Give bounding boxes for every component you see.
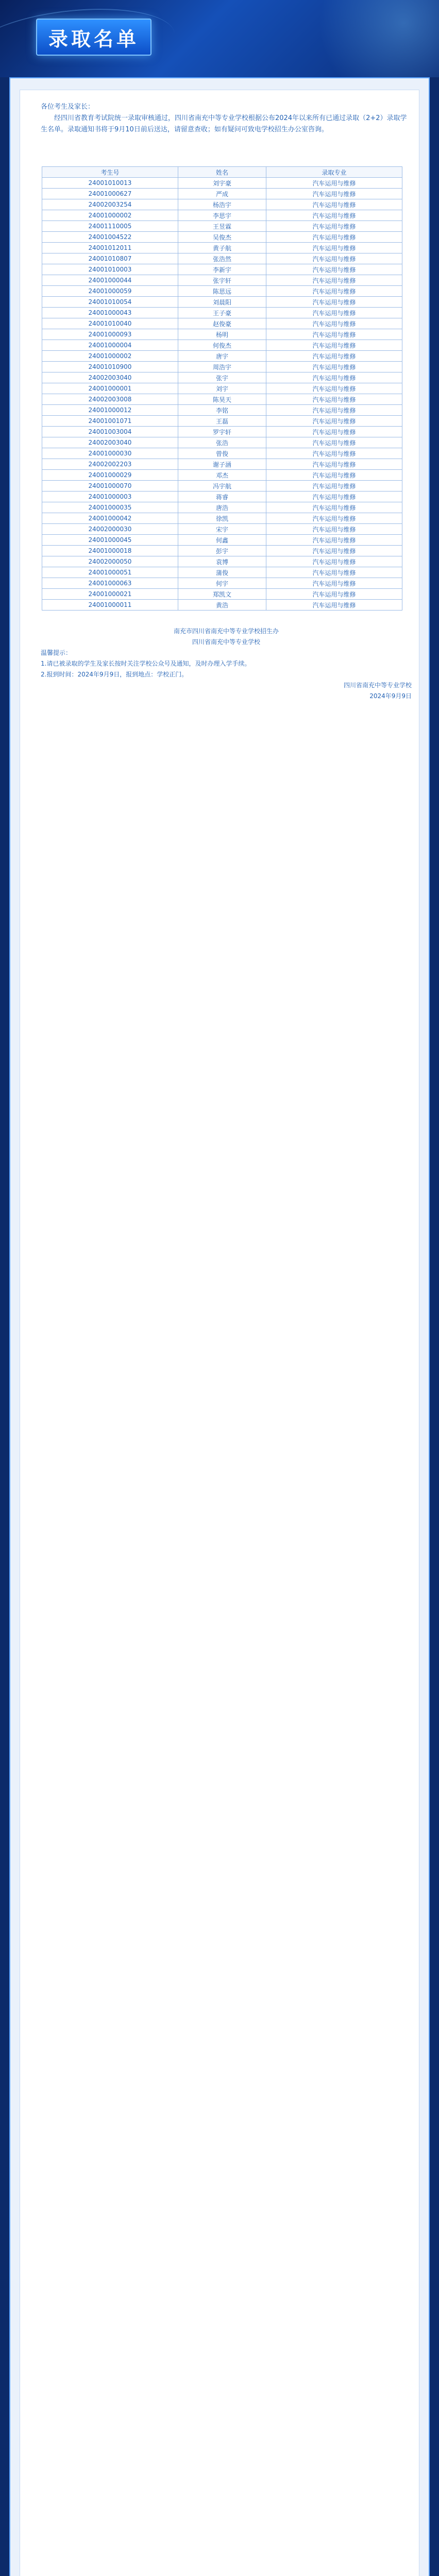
- cell-candidate-no: 24001000070: [42, 481, 178, 492]
- cell-candidate-no: 24001000002: [42, 210, 178, 221]
- cell-major: 汽车运用与维修: [266, 199, 402, 210]
- table-row: [42, 448, 402, 459]
- table-row: [42, 405, 402, 416]
- cell-major: 汽车运用与维修: [266, 362, 402, 372]
- school-name-center: 南充市四川省南充中等专业学校招生办: [173, 628, 279, 635]
- table-row: [42, 556, 402, 567]
- cell-major: 汽车运用与维修: [266, 383, 402, 394]
- cell-candidate-no: 24001010054: [42, 297, 178, 308]
- cell-name: 曾俊: [178, 448, 266, 459]
- table-row: [42, 535, 402, 546]
- notes: [41, 626, 412, 702]
- cell-candidate-no: 24001010807: [42, 253, 178, 264]
- table-row: [42, 340, 402, 351]
- cell-name: 王昱霖: [178, 221, 266, 232]
- cell-candidate-no: 24001000059: [42, 286, 178, 297]
- cell-major: 汽车运用与维修: [266, 221, 402, 232]
- cell-name: 王磊: [178, 416, 266, 427]
- cell-name: 陈昊天: [178, 394, 266, 405]
- cell-major: 汽车运用与维修: [266, 470, 402, 481]
- cell-name: 李新宇: [178, 264, 266, 275]
- cell-name: 蒲俊: [178, 567, 266, 578]
- cell-major: 汽车运用与维修: [266, 578, 402, 589]
- table-row: [42, 243, 402, 253]
- cell-major: 汽车运用与维修: [266, 524, 402, 535]
- table-row: [42, 502, 402, 513]
- cell-candidate-no: 24001010013: [42, 178, 178, 189]
- content-frame: [9, 77, 430, 2576]
- cell-name: 杨明: [178, 329, 266, 340]
- table-row: [42, 437, 402, 448]
- cell-major: 汽车运用与维修: [266, 178, 402, 189]
- cell-candidate-no: 24002003254: [42, 199, 178, 210]
- cell-candidate-no: 24001000004: [42, 340, 178, 351]
- table-row: [42, 372, 402, 383]
- table-row: [42, 199, 402, 210]
- cell-major: 汽车运用与维修: [266, 394, 402, 405]
- footer-date: 2024年9月9日: [369, 692, 412, 700]
- cell-name: 罗宇轩: [178, 427, 266, 437]
- table-row: [42, 416, 402, 427]
- cell-major: 汽车运用与维修: [266, 556, 402, 567]
- cell-candidate-no: 24002002203: [42, 459, 178, 470]
- cell-name: 张浩: [178, 437, 266, 448]
- title-banner: [36, 19, 151, 56]
- cell-candidate-no: 24001000029: [42, 470, 178, 481]
- cell-major: 汽车运用与维修: [266, 459, 402, 470]
- cell-major: 汽车运用与维修: [266, 492, 402, 502]
- cell-candidate-no: 24001010040: [42, 318, 178, 329]
- notes-title: 温馨提示：: [41, 649, 72, 656]
- cell-major: 汽车运用与维修: [266, 481, 402, 492]
- table-row: [42, 546, 402, 556]
- cell-candidate-no: 24001012011: [42, 243, 178, 253]
- cell-candidate-no: 24001000001: [42, 383, 178, 394]
- intro-body: 经四川省教育考试院统一录取审核通过，四川省南充中等专业学校根据公布2024年以来所有已通过录取（2+2）录取学生名单。录取通知书将于9月10日前后送达，请留意查收；如有疑问可致电学校招生办公室咨询。: [41, 114, 407, 133]
- cell-candidate-no: 24002003008: [42, 394, 178, 405]
- cell-name: 彭宇: [178, 546, 266, 556]
- cell-name: 张宇轩: [178, 275, 266, 286]
- header-major: 录取专业: [266, 167, 402, 178]
- cell-name: 赵俊豪: [178, 318, 266, 329]
- cell-major: 汽车运用与维修: [266, 502, 402, 513]
- table-row: [42, 394, 402, 405]
- table-row: [42, 221, 402, 232]
- table-row: [42, 210, 402, 221]
- cell-candidate-no: 24001000042: [42, 513, 178, 524]
- table-row: [42, 513, 402, 524]
- cell-name: 张宇: [178, 372, 266, 383]
- table-row: [42, 297, 402, 308]
- cell-name: 李铭: [178, 405, 266, 416]
- cell-major: 汽车运用与维修: [266, 210, 402, 221]
- cell-name: 邓杰: [178, 470, 266, 481]
- cell-major: 汽车运用与维修: [266, 546, 402, 556]
- page-header: [0, 0, 439, 77]
- cell-candidate-no: 24001000044: [42, 275, 178, 286]
- cell-candidate-no: 24001000018: [42, 546, 178, 556]
- notes-line-2: 2.报到时间：2024年9月9日，报到地点：学校正门。: [41, 671, 188, 678]
- cell-name: 唐宇: [178, 351, 266, 362]
- cell-name: 黄浩: [178, 600, 266, 611]
- cell-name: 蒋睿: [178, 492, 266, 502]
- cell-major: 汽车运用与维修: [266, 513, 402, 524]
- intro-greeting: 各位考生及家长：: [41, 103, 95, 111]
- cell-major: 汽车运用与维修: [266, 567, 402, 578]
- cell-major: 汽车运用与维修: [266, 448, 402, 459]
- intro: [41, 101, 412, 135]
- cell-name: 刘宇豪: [178, 178, 266, 189]
- table-row: [42, 351, 402, 362]
- cell-name: 李思宇: [178, 210, 266, 221]
- cell-major: 汽车运用与维修: [266, 351, 402, 362]
- page-title: 录取名单: [48, 27, 139, 50]
- cell-name: 严成: [178, 189, 266, 199]
- cell-major: 汽车运用与维修: [266, 308, 402, 318]
- cell-name: 袁博: [178, 556, 266, 567]
- cell-major: 汽车运用与维修: [266, 589, 402, 600]
- cell-major: 汽车运用与维修: [266, 600, 402, 611]
- cell-name: 冯宇航: [178, 481, 266, 492]
- cell-name: 唐浩: [178, 502, 266, 513]
- cell-name: 黄子航: [178, 243, 266, 253]
- admission-table: [42, 166, 402, 611]
- cell-candidate-no: 24001000003: [42, 492, 178, 502]
- cell-major: 汽车运用与维修: [266, 405, 402, 416]
- cell-candidate-no: 24002003040: [42, 372, 178, 383]
- cell-name: 何俊杰: [178, 340, 266, 351]
- table-row: [42, 264, 402, 275]
- table-row: [42, 481, 402, 492]
- cell-candidate-no: 24001000093: [42, 329, 178, 340]
- cell-major: 汽车运用与维修: [266, 189, 402, 199]
- cell-major: 汽车运用与维修: [266, 243, 402, 253]
- notes-line-1: 1.请已被录取的学生及家长按时关注学校公众号及通知，及时办理入学手续。: [41, 660, 251, 667]
- cell-name: 周浩宇: [178, 362, 266, 372]
- cell-candidate-no: 24001000011: [42, 600, 178, 611]
- cell-candidate-no: 24001000030: [42, 448, 178, 459]
- cell-name: 刘宇: [178, 383, 266, 394]
- cell-name: 张浩然: [178, 253, 266, 264]
- cell-major: 汽车运用与维修: [266, 437, 402, 448]
- cell-name: 吴俊杰: [178, 232, 266, 243]
- header-candidate-no: 考生号: [42, 167, 178, 178]
- cell-major: 汽车运用与维修: [266, 329, 402, 340]
- cell-candidate-no: 24001003004: [42, 427, 178, 437]
- cell-major: 汽车运用与维修: [266, 372, 402, 383]
- header-name: 姓名: [178, 167, 266, 178]
- cell-name: 郑凯文: [178, 589, 266, 600]
- cell-name: 刘晨阳: [178, 297, 266, 308]
- table-row: [42, 600, 402, 611]
- table-row: [42, 286, 402, 297]
- cell-major: 汽车运用与维修: [266, 232, 402, 243]
- cell-candidate-no: 24001010900: [42, 362, 178, 372]
- cell-candidate-no: 24001000002: [42, 351, 178, 362]
- cell-name: 宋宇: [178, 524, 266, 535]
- table-header-row: [42, 167, 402, 178]
- cell-candidate-no: 24001001071: [42, 416, 178, 427]
- cell-major: 汽车运用与维修: [266, 535, 402, 546]
- cell-name: 何鑫: [178, 535, 266, 546]
- table-row: [42, 253, 402, 264]
- table-row: [42, 589, 402, 600]
- cell-major: 汽车运用与维修: [266, 416, 402, 427]
- cell-candidate-no: 24001110005: [42, 221, 178, 232]
- cell-name: 陈思远: [178, 286, 266, 297]
- cell-major: 汽车运用与维修: [266, 286, 402, 297]
- cell-major: 汽车运用与维修: [266, 253, 402, 264]
- cell-candidate-no: 24002000050: [42, 556, 178, 567]
- cell-name: 徐凯: [178, 513, 266, 524]
- table-body: [42, 178, 402, 611]
- content-panel: [20, 90, 419, 2576]
- cell-candidate-no: 24001010003: [42, 264, 178, 275]
- footer-sign: 四川省南充中等专业学校: [343, 682, 412, 689]
- cell-candidate-no: 24001000021: [42, 589, 178, 600]
- cell-major: 汽车运用与维修: [266, 297, 402, 308]
- cell-major: 汽车运用与维修: [266, 340, 402, 351]
- cell-candidate-no: 24001000043: [42, 308, 178, 318]
- table-row: [42, 189, 402, 199]
- cell-major: 汽车运用与维修: [266, 275, 402, 286]
- cell-candidate-no: 24002003040: [42, 437, 178, 448]
- cell-candidate-no: 24001000045: [42, 535, 178, 546]
- school-sign-center: 四川省南充中等专业学校: [192, 638, 260, 646]
- cell-candidate-no: 24001000063: [42, 578, 178, 589]
- table-row: [42, 459, 402, 470]
- table-row: [42, 362, 402, 372]
- cell-candidate-no: 24001004522: [42, 232, 178, 243]
- cell-major: 汽车运用与维修: [266, 264, 402, 275]
- cell-name: 杨浩宇: [178, 199, 266, 210]
- cell-name: 谢子涵: [178, 459, 266, 470]
- cell-candidate-no: 24001000627: [42, 189, 178, 199]
- cell-candidate-no: 24002000030: [42, 524, 178, 535]
- table-row: [42, 275, 402, 286]
- table-row: [42, 308, 402, 318]
- table-row: [42, 524, 402, 535]
- cell-candidate-no: 24001000051: [42, 567, 178, 578]
- cell-candidate-no: 24001000012: [42, 405, 178, 416]
- cell-name: 何宇: [178, 578, 266, 589]
- table-row: [42, 178, 402, 189]
- cell-candidate-no: 24001000035: [42, 502, 178, 513]
- table-row: [42, 470, 402, 481]
- cell-major: 汽车运用与维修: [266, 427, 402, 437]
- table-row: [42, 578, 402, 589]
- table-row: [42, 232, 402, 243]
- table-row: [42, 383, 402, 394]
- table-row: [42, 427, 402, 437]
- cell-major: 汽车运用与维修: [266, 318, 402, 329]
- table-row: [42, 567, 402, 578]
- table-row: [42, 492, 402, 502]
- cell-name: 王子豪: [178, 308, 266, 318]
- table-row: [42, 318, 402, 329]
- table-row: [42, 329, 402, 340]
